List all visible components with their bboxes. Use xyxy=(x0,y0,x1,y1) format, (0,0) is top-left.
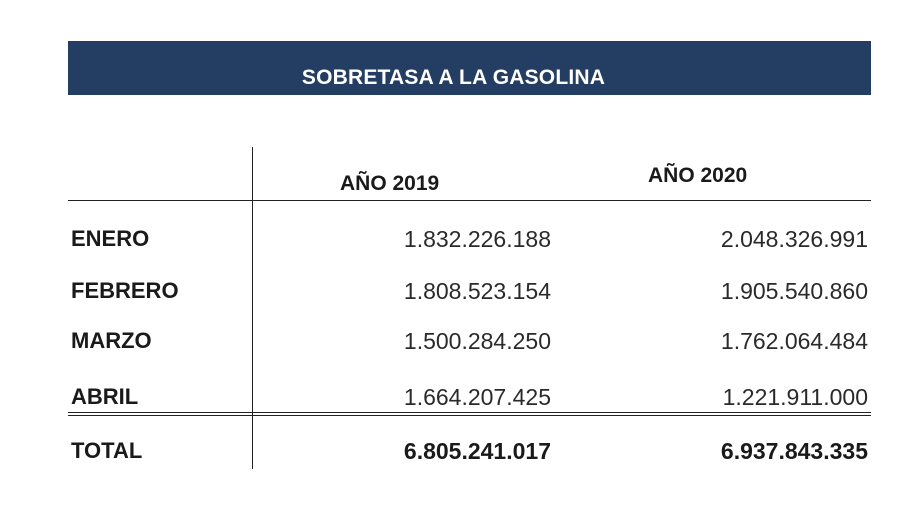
row-label-marzo: MARZO xyxy=(71,328,152,353)
cell-total-2019: 6.805.241.017 xyxy=(403,438,551,464)
total-rule-bottom xyxy=(68,415,871,416)
cell-enero-2019: 1.832.226.188 xyxy=(403,226,551,252)
cell-abril-2019: 1.664.207.425 xyxy=(403,384,551,410)
cell-marzo-2020: 1.762.064.484 xyxy=(720,328,868,354)
header-rule xyxy=(68,200,871,201)
row-label-total: TOTAL xyxy=(71,438,143,463)
table-title-banner xyxy=(68,41,871,95)
cell-febrero-2019: 1.808.523.154 xyxy=(403,278,551,304)
cell-enero-2020: 2.048.326.991 xyxy=(720,226,868,252)
table-title: SOBRETASA A LA GASOLINA xyxy=(301,66,606,89)
column-header-2020: AÑO 2020 xyxy=(648,164,748,187)
row-label-febrero: FEBRERO xyxy=(71,278,179,303)
column-divider xyxy=(252,147,253,469)
cell-febrero-2020: 1.905.540.860 xyxy=(720,278,868,304)
column-header-2019: AÑO 2019 xyxy=(340,172,440,195)
cell-total-2020: 6.937.843.335 xyxy=(720,438,868,464)
cell-marzo-2019: 1.500.284.250 xyxy=(403,328,551,354)
row-label-enero: ENERO xyxy=(71,226,150,251)
row-label-abril: ABRIL xyxy=(71,384,139,409)
cell-abril-2020: 1.221.911.000 xyxy=(722,384,868,410)
total-rule-top xyxy=(68,412,871,413)
